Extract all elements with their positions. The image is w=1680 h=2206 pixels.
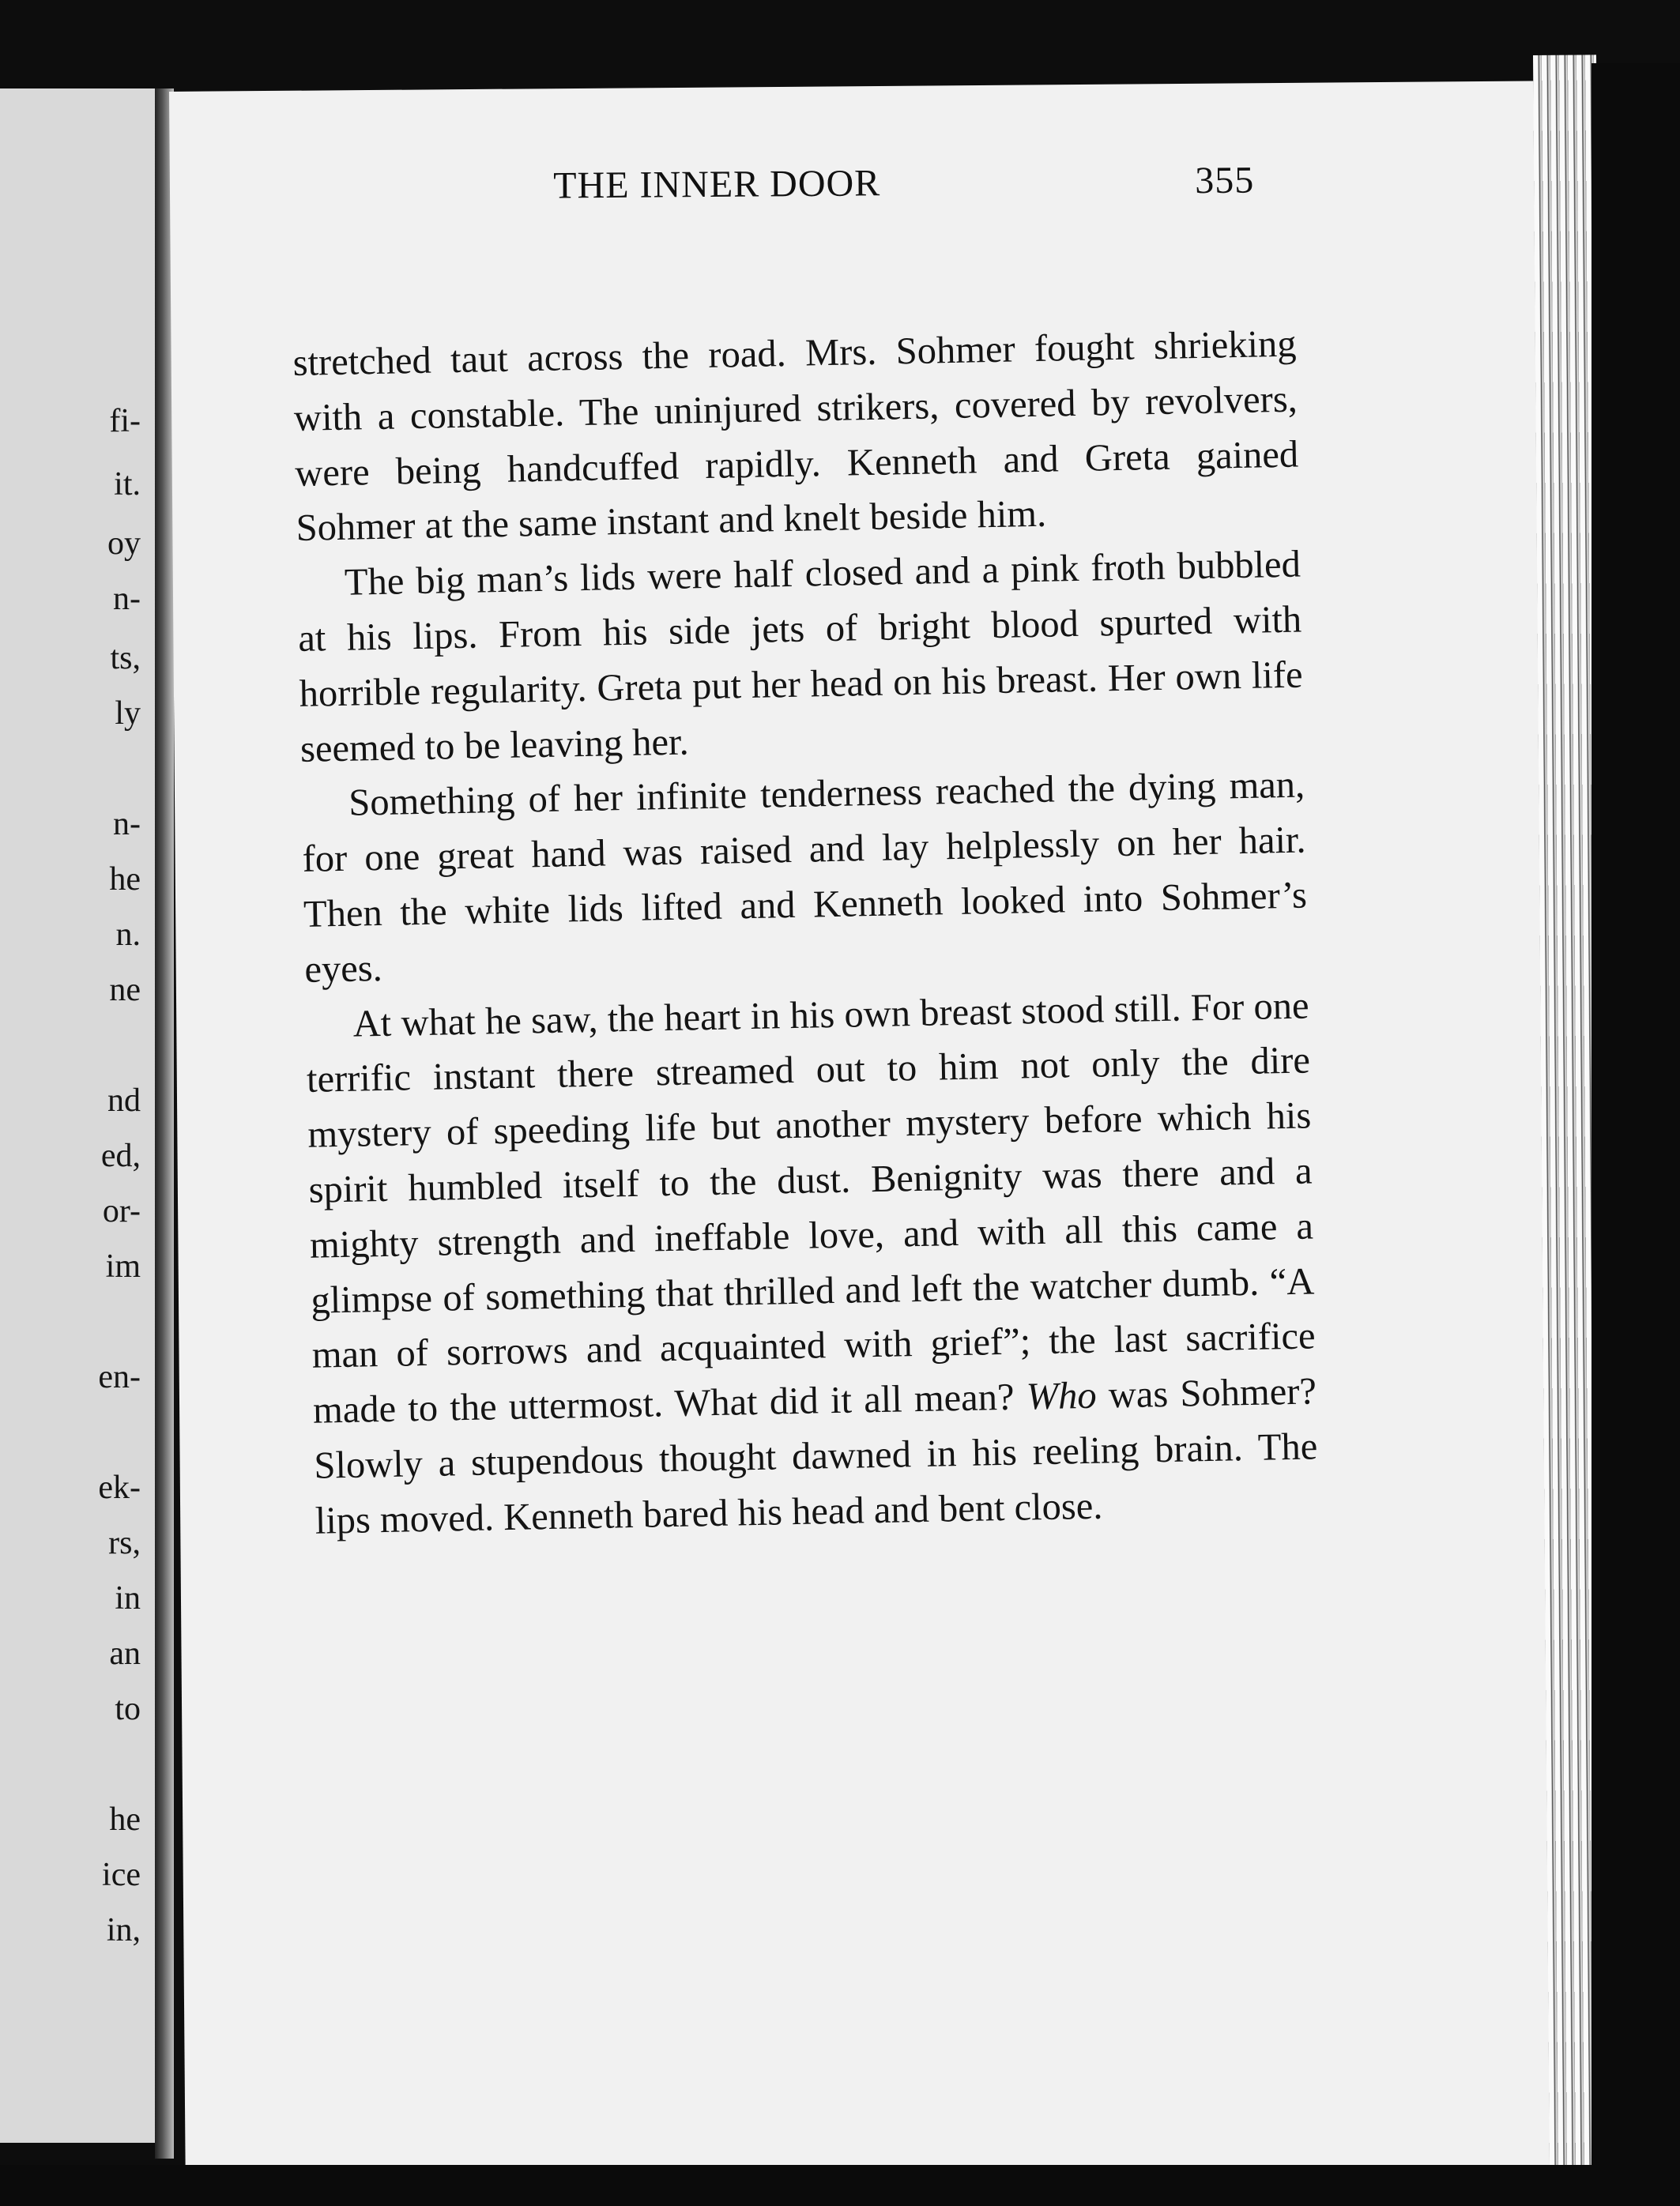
fragment: oy bbox=[107, 525, 141, 562]
fragment: n- bbox=[113, 581, 141, 617]
fragment: he bbox=[109, 1801, 141, 1838]
paragraph: Something of her infinite tenderness reached the dying man, for one great hand was raised and lay helplessly on her hair. Then the white lids lifted and Kenneth looked into Sohmer’s eyes. bbox=[302, 763, 1308, 991]
page-number: 355 bbox=[1194, 159, 1255, 202]
fragment: en- bbox=[98, 1359, 141, 1395]
fragment: n. bbox=[115, 917, 141, 953]
paragraph bbox=[305, 978, 1319, 1549]
fragment: to bbox=[115, 1691, 141, 1727]
fragment: ek- bbox=[98, 1470, 141, 1506]
paragraph: The big man’s lids were half closed and a pink froth bubbled at his lips. From his side jets of bright blood spurted with horrible regularity. Greta put her head on his breast. Her own life seemed to be leaving her. bbox=[297, 543, 1303, 770]
fragment: im bbox=[105, 1248, 141, 1285]
fragment: or- bbox=[102, 1193, 141, 1229]
fragment: n- bbox=[113, 806, 141, 842]
fragment: ly bbox=[115, 695, 141, 732]
fragment: rs, bbox=[108, 1525, 141, 1561]
paragraph-text: At what he saw, the heart in his own breast stood still. For one terrific instant there streamed out to him not only the dire mystery of speeding life but another mystery before which his spirit humbled itself to the dust. Benignity was there and a mighty strength and ineffable love, and with all this came a glimpse of something that thrilled and left the watcher dumb. “A man of sorrows and acquainted with grief”; the last sacrifice made to the uttermost. What did it all mean? bbox=[306, 984, 1317, 1432]
italic-word: Who bbox=[1026, 1374, 1098, 1418]
fragment: in bbox=[115, 1580, 141, 1617]
paragraph-text: was Sohmer? Slowly a stupendous thought dawned in his reeling brain. The lips moved. Kenneth bared his head and bent close. bbox=[313, 1370, 1318, 1542]
background-edge bbox=[1591, 63, 1680, 2206]
running-title: THE INNER DOOR bbox=[553, 162, 881, 207]
fragment: nd bbox=[107, 1082, 141, 1119]
fragment: fi- bbox=[109, 403, 141, 439]
fragment: ed, bbox=[100, 1138, 141, 1174]
paragraph: stretched taut across the road. Mrs. Sohmer fought shrieking with a constable. The uninjured strikers, covered by revolvers, were being handcuffed rapidly. Kenneth and Greta gained Sohmer at the same instant and knelt beside him. bbox=[292, 322, 1299, 550]
background-bottom bbox=[0, 2165, 1680, 2206]
fragment: he bbox=[109, 861, 141, 898]
fragment: in, bbox=[106, 1912, 141, 1948]
fragment: ne bbox=[109, 972, 141, 1008]
body-text bbox=[292, 317, 1319, 1549]
fragment: it. bbox=[114, 466, 141, 503]
fragment: ts, bbox=[110, 640, 141, 676]
facing-page bbox=[0, 88, 158, 2143]
fragment: an bbox=[109, 1636, 141, 1672]
fragment: ice bbox=[102, 1857, 141, 1893]
